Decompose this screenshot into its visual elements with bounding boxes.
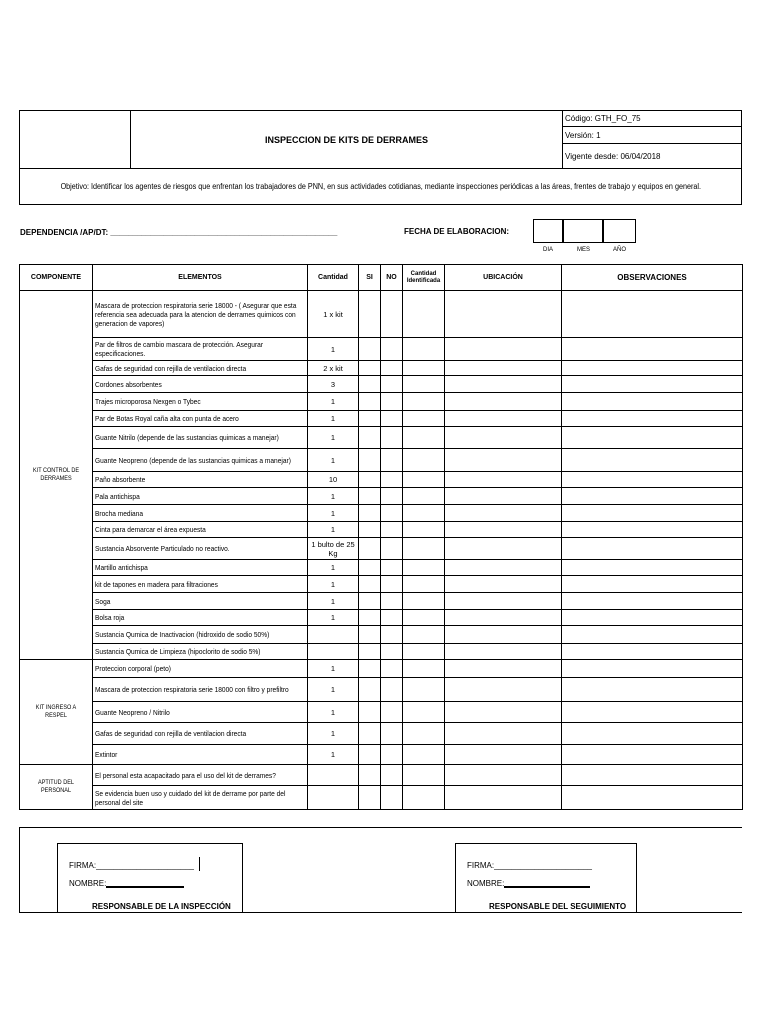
component-cell: [20, 291, 93, 660]
identified-quantity-cell[interactable]: [403, 626, 445, 644]
observations-cell[interactable]: [562, 560, 743, 576]
no-cell[interactable]: [381, 393, 403, 411]
observations-cell[interactable]: [562, 723, 743, 745]
element-label: Sustancia Qumica de Inactivacion (hidroxido de sodio 50%): [95, 630, 270, 639]
element-cell: [93, 660, 308, 678]
identified-quantity-cell[interactable]: [403, 745, 445, 765]
si-cell[interactable]: [359, 786, 381, 810]
header-componente: COMPONENTE: [20, 265, 93, 291]
form-header: [19, 110, 742, 169]
identified-quantity-cell[interactable]: [403, 560, 445, 576]
identified-quantity-cell[interactable]: [403, 660, 445, 678]
no-cell[interactable]: [381, 678, 403, 702]
observations-cell[interactable]: [562, 765, 743, 786]
inspection-nombre-label: NOMBRE:: [69, 879, 107, 888]
element-label: Gafas de seguridad con rejilla de ventilacion directa: [95, 729, 247, 738]
fecha-label: FECHA DE ELABORACION:: [404, 227, 510, 236]
quantity-cell: [308, 626, 359, 644]
observations-cell[interactable]: [562, 411, 743, 427]
observations-cell[interactable]: [562, 393, 743, 411]
location-cell[interactable]: [445, 702, 562, 723]
observations-cell[interactable]: [562, 576, 743, 593]
quantity-cell: 1: [308, 338, 359, 361]
element-label: Soga: [95, 596, 111, 606]
no-cell[interactable]: [381, 765, 403, 786]
location-cell[interactable]: [445, 338, 562, 361]
no-cell[interactable]: [381, 538, 403, 560]
identified-quantity-cell[interactable]: [403, 765, 445, 786]
observations-cell[interactable]: [562, 660, 743, 678]
location-cell[interactable]: [445, 376, 562, 393]
location-cell[interactable]: [445, 765, 562, 786]
identified-quantity-cell[interactable]: [403, 449, 445, 472]
table-row: [20, 505, 743, 522]
quantity-cell: 1: [308, 593, 359, 610]
location-cell[interactable]: [445, 522, 562, 538]
no-cell[interactable]: [381, 449, 403, 472]
quantity-cell: 1: [308, 449, 359, 472]
observations-cell[interactable]: [562, 488, 743, 505]
quantity-cell: 1: [308, 522, 359, 538]
table-row: [20, 393, 743, 411]
text-cursor: [199, 857, 200, 871]
element-cell: [93, 626, 308, 644]
table-row: [20, 522, 743, 538]
identified-quantity-cell[interactable]: [403, 702, 445, 723]
table-row: [20, 660, 743, 678]
quantity-cell: 1: [308, 576, 359, 593]
si-cell[interactable]: [359, 576, 381, 593]
inspection-role: RESPONSABLE DE LA INSPECCIÓN: [92, 902, 231, 911]
table-row: [20, 702, 743, 723]
no-cell[interactable]: [381, 361, 403, 376]
identified-quantity-cell[interactable]: [403, 488, 445, 505]
location-cell[interactable]: [445, 393, 562, 411]
observations-cell[interactable]: [562, 505, 743, 522]
observations-cell[interactable]: [562, 427, 743, 449]
observations-cell[interactable]: [562, 593, 743, 610]
location-cell[interactable]: [445, 745, 562, 765]
no-cell[interactable]: [381, 745, 403, 765]
element-label: Se evidencia buen uso y cuidado del kit de derrame por parte del personal del site: [95, 788, 286, 807]
observations-cell[interactable]: [562, 472, 743, 488]
table-row: [20, 361, 743, 376]
location-cell[interactable]: [445, 427, 562, 449]
location-cell[interactable]: [445, 291, 562, 338]
element-cell: [93, 427, 308, 449]
table-row: [20, 427, 743, 449]
si-cell[interactable]: [359, 505, 381, 522]
location-cell[interactable]: [445, 593, 562, 610]
table-row: [20, 678, 743, 702]
si-cell[interactable]: [359, 660, 381, 678]
observations-cell[interactable]: [562, 610, 743, 626]
identified-quantity-cell[interactable]: [403, 644, 445, 660]
quantity-cell: 1 x kit: [308, 291, 359, 338]
no-cell[interactable]: [381, 702, 403, 723]
element-cell: [93, 488, 308, 505]
table-row: [20, 338, 743, 361]
element-cell: [93, 644, 308, 660]
observations-cell[interactable]: [562, 644, 743, 660]
identified-quantity-cell[interactable]: [403, 291, 445, 338]
location-cell[interactable]: [445, 626, 562, 644]
no-cell[interactable]: [381, 505, 403, 522]
table-row: [20, 786, 743, 810]
logo-cell: [20, 111, 131, 168]
si-cell[interactable]: [359, 593, 381, 610]
identified-quantity-cell[interactable]: [403, 361, 445, 376]
date-day-box[interactable]: [533, 219, 563, 243]
component-label: KIT INGRESO A RESPEL: [35, 704, 77, 719]
dependencia-field[interactable]: DEPENDENCIA /AP/DT: ___________________________________________________: [20, 228, 338, 237]
element-cell: [93, 411, 308, 427]
no-cell[interactable]: [381, 427, 403, 449]
no-cell[interactable]: [381, 376, 403, 393]
quantity-cell: 1 bulto de 25 Kg: [308, 538, 359, 560]
no-cell[interactable]: [381, 610, 403, 626]
element-cell: [93, 449, 308, 472]
element-cell: [93, 472, 308, 488]
element-label: Cinta para demarcar el área expuesta: [95, 525, 206, 534]
si-cell[interactable]: [359, 291, 381, 338]
quantity-cell: 1: [308, 427, 359, 449]
element-cell: [93, 576, 308, 593]
observations-cell[interactable]: [562, 786, 743, 810]
element-label: Paño absorbente: [95, 475, 146, 484]
si-cell[interactable]: [359, 472, 381, 488]
table-row: [20, 472, 743, 488]
table-row: [20, 765, 743, 786]
element-label: Martillo antichispa: [95, 563, 148, 572]
location-cell[interactable]: [445, 472, 562, 488]
si-cell[interactable]: [359, 449, 381, 472]
quantity-cell: 1: [308, 678, 359, 702]
element-label: El personal esta acapacitado para el uso del kit de derrames?: [95, 770, 276, 780]
date-year-box[interactable]: [603, 219, 636, 243]
si-cell[interactable]: [359, 723, 381, 745]
quantity-cell: 1: [308, 610, 359, 626]
no-cell[interactable]: [381, 660, 403, 678]
quantity-cell: 1: [308, 560, 359, 576]
no-cell[interactable]: [381, 626, 403, 644]
identified-quantity-cell[interactable]: [403, 593, 445, 610]
location-cell[interactable]: [445, 723, 562, 745]
element-label: Bolsa roja: [95, 613, 125, 622]
identified-quantity-cell[interactable]: [403, 723, 445, 745]
table-header-row: [20, 265, 743, 291]
quantity-cell: 2 x kit: [308, 361, 359, 376]
followup-nombre-line[interactable]: [504, 886, 590, 888]
location-cell[interactable]: [445, 560, 562, 576]
table-row: [20, 745, 743, 765]
no-cell[interactable]: [381, 593, 403, 610]
header-cantidad: Cantidad: [308, 265, 359, 291]
si-cell[interactable]: [359, 610, 381, 626]
element-label: Sustancia Qumica de Limpieza (hipoclorito de sodio 5%): [95, 647, 261, 656]
element-label: Guante Neopreno (depende de las sustancias quimicas a manejar): [95, 455, 291, 465]
header-no: NO: [381, 265, 403, 291]
si-cell[interactable]: [359, 765, 381, 786]
observations-cell[interactable]: [562, 449, 743, 472]
identified-quantity-cell[interactable]: [403, 786, 445, 810]
identified-quantity-cell[interactable]: [403, 427, 445, 449]
quantity-cell: 1: [308, 723, 359, 745]
component-label: APTITUD DEL PERSONAL: [38, 779, 74, 794]
location-cell[interactable]: [445, 678, 562, 702]
form-title: INSPECCION DE KITS DE DERRAMES: [131, 111, 563, 168]
quantity-cell: 1: [308, 745, 359, 765]
inspection-firma-field[interactable]: FIRMA:______________________: [69, 861, 194, 870]
table-row: [20, 560, 743, 576]
identified-quantity-cell[interactable]: [403, 576, 445, 593]
element-label: Proteccion corporal (peto): [95, 664, 171, 673]
identified-quantity-cell[interactable]: [403, 522, 445, 538]
identified-quantity-cell[interactable]: [403, 393, 445, 411]
element-label: Brocha mediana: [95, 508, 144, 518]
element-cell: [93, 723, 308, 745]
quantity-cell: 1: [308, 505, 359, 522]
no-cell[interactable]: [381, 644, 403, 660]
quantity-cell: 1: [308, 660, 359, 678]
si-cell[interactable]: [359, 678, 381, 702]
element-cell: [93, 538, 308, 560]
observations-cell[interactable]: [562, 538, 743, 560]
observations-cell[interactable]: [562, 376, 743, 393]
element-label: Par de filtros de cambio mascara de protección. Asegurar especificaciones.: [95, 340, 264, 358]
quantity-cell: [308, 765, 359, 786]
table-row: [20, 376, 743, 393]
table-row: [20, 411, 743, 427]
observations-cell[interactable]: [562, 702, 743, 723]
element-cell: [93, 291, 308, 338]
si-cell[interactable]: [359, 376, 381, 393]
element-cell: [93, 745, 308, 765]
element-label: Trajes microporosa Nexgen o Tybec: [95, 397, 201, 406]
table-row: [20, 644, 743, 660]
table-row: [20, 576, 743, 593]
si-cell[interactable]: [359, 361, 381, 376]
identified-quantity-cell[interactable]: [403, 678, 445, 702]
element-label: Extintor: [95, 750, 118, 759]
quantity-cell: 3: [308, 376, 359, 393]
identified-quantity-cell[interactable]: [403, 472, 445, 488]
quantity-cell: [308, 644, 359, 660]
form-version: Versión: 1: [563, 127, 741, 144]
observations-cell[interactable]: [562, 522, 743, 538]
element-label: Par de Botas Royal caña alta con punta de acero: [95, 414, 239, 423]
table-row: [20, 538, 743, 560]
element-label: Mascara de proteccion respiratoria serie 18000 con filtro y prefiltro: [95, 685, 289, 694]
objective-text: Objetivo: Identificar los agentes de riesgos que enfrentan los trabajadores de PNN, en sus actividades cotidianas, mediante inspecciones periódicas a las áreas, frentes de trabajo y equipos en general.: [60, 182, 701, 191]
identified-quantity-cell[interactable]: [403, 376, 445, 393]
identified-quantity-cell[interactable]: [403, 411, 445, 427]
inspection-nombre-line[interactable]: [106, 886, 184, 888]
quantity-cell: 10: [308, 472, 359, 488]
table-row: [20, 626, 743, 644]
location-cell[interactable]: [445, 660, 562, 678]
identified-quantity-cell[interactable]: [403, 610, 445, 626]
form-code: Código: GTH_FO_75: [563, 111, 741, 127]
si-cell[interactable]: [359, 644, 381, 660]
quantity-cell: 1: [308, 488, 359, 505]
date-month-label: MES: [577, 247, 591, 253]
element-cell: [93, 593, 308, 610]
component-cell: [20, 765, 93, 810]
no-cell[interactable]: [381, 338, 403, 361]
no-cell[interactable]: [381, 522, 403, 538]
no-cell[interactable]: [381, 472, 403, 488]
objective-box: [19, 169, 742, 205]
observations-cell[interactable]: [562, 678, 743, 702]
location-cell[interactable]: [445, 411, 562, 427]
no-cell[interactable]: [381, 786, 403, 810]
no-cell[interactable]: [381, 411, 403, 427]
header-ubicacion: UBICACIÓN: [445, 265, 562, 291]
si-cell[interactable]: [359, 538, 381, 560]
no-cell[interactable]: [381, 560, 403, 576]
table-row: [20, 488, 743, 505]
header-cantidad-identificada: Cantidad Identificada: [403, 265, 445, 291]
followup-firma-field[interactable]: FIRMA:______________________: [467, 861, 592, 870]
header-elementos: ELEMENTOS: [93, 265, 308, 291]
element-cell: [93, 560, 308, 576]
no-cell[interactable]: [381, 488, 403, 505]
observations-cell[interactable]: [562, 291, 743, 338]
location-cell[interactable]: [445, 644, 562, 660]
location-cell[interactable]: [445, 361, 562, 376]
followup-role: RESPONSABLE DEL SEGUIMIENTO: [489, 902, 627, 911]
quantity-cell: 1: [308, 393, 359, 411]
followup-nombre-label: NOMBRE:: [467, 879, 505, 888]
si-cell[interactable]: [359, 522, 381, 538]
si-cell[interactable]: [359, 702, 381, 723]
signature-area-top-border: [19, 827, 742, 828]
si-cell[interactable]: [359, 560, 381, 576]
table-row: [20, 610, 743, 626]
observations-cell[interactable]: [562, 361, 743, 376]
location-cell[interactable]: [445, 786, 562, 810]
element-label: Guante Nitrilo (depende de las sustancias quimicas a manejar): [95, 433, 279, 442]
element-cell: [93, 376, 308, 393]
si-cell[interactable]: [359, 488, 381, 505]
no-cell[interactable]: [381, 291, 403, 338]
si-cell[interactable]: [359, 411, 381, 427]
location-cell[interactable]: [445, 610, 562, 626]
observations-cell[interactable]: [562, 626, 743, 644]
inspection-table: [19, 264, 743, 810]
table-row: [20, 291, 743, 338]
no-cell[interactable]: [381, 723, 403, 745]
header-observaciones: OBSERVACIONES: [562, 265, 743, 291]
element-label: Pala antichispa: [95, 491, 140, 501]
location-cell[interactable]: [445, 505, 562, 522]
header-si: SI: [359, 265, 381, 291]
element-cell: [93, 786, 308, 810]
observations-cell[interactable]: [562, 745, 743, 765]
si-cell[interactable]: [359, 427, 381, 449]
location-cell[interactable]: [445, 449, 562, 472]
table-row: [20, 449, 743, 472]
element-cell: [93, 338, 308, 361]
signature-area-left-border: [19, 827, 20, 913]
component-label: KIT CONTROL DE DERRAMES: [32, 467, 80, 482]
quantity-cell: [308, 786, 359, 810]
observations-cell[interactable]: [562, 338, 743, 361]
element-label: Sustancia Absorvente Particulado no reactivo.: [95, 544, 230, 553]
table-row: [20, 723, 743, 745]
si-cell[interactable]: [359, 745, 381, 765]
quantity-cell: 1: [308, 411, 359, 427]
table-row: [20, 593, 743, 610]
location-cell[interactable]: [445, 576, 562, 593]
element-cell: [93, 505, 308, 522]
date-month-box[interactable]: [563, 219, 603, 243]
component-cell: [20, 660, 93, 765]
element-cell: [93, 678, 308, 702]
si-cell[interactable]: [359, 393, 381, 411]
no-cell[interactable]: [381, 576, 403, 593]
element-label: kit de tapones en madera para filtraciones: [95, 579, 218, 589]
location-cell[interactable]: [445, 488, 562, 505]
form-valid-from: Vigente desde: 06/04/2018: [565, 151, 661, 161]
element-cell: [93, 393, 308, 411]
si-cell[interactable]: [359, 626, 381, 644]
si-cell[interactable]: [359, 338, 381, 361]
element-label: Gafas de seguridad con rejilla de ventilacion directa: [95, 363, 247, 373]
element-cell: [93, 361, 308, 376]
date-day-label: DIA: [543, 247, 554, 253]
quantity-cell: 1: [308, 702, 359, 723]
identified-quantity-cell[interactable]: [403, 505, 445, 522]
date-year-label: AÑO: [613, 247, 627, 253]
element-label: Cordones absorbentes: [95, 379, 162, 389]
element-label: Mascara de proteccion respiratoria serie 18000 - ( Asegurar que esta referencia sea adecuada para la atencion de derrames quimicos con generacion de vapores): [95, 300, 297, 328]
element-label: Guante Neopreno / Nitrilo: [95, 707, 170, 717]
element-cell: [93, 765, 308, 786]
element-cell: [93, 610, 308, 626]
identified-quantity-cell[interactable]: [403, 538, 445, 560]
identified-quantity-cell[interactable]: [403, 338, 445, 361]
element-cell: [93, 522, 308, 538]
location-cell[interactable]: [445, 538, 562, 560]
element-cell: [93, 702, 308, 723]
